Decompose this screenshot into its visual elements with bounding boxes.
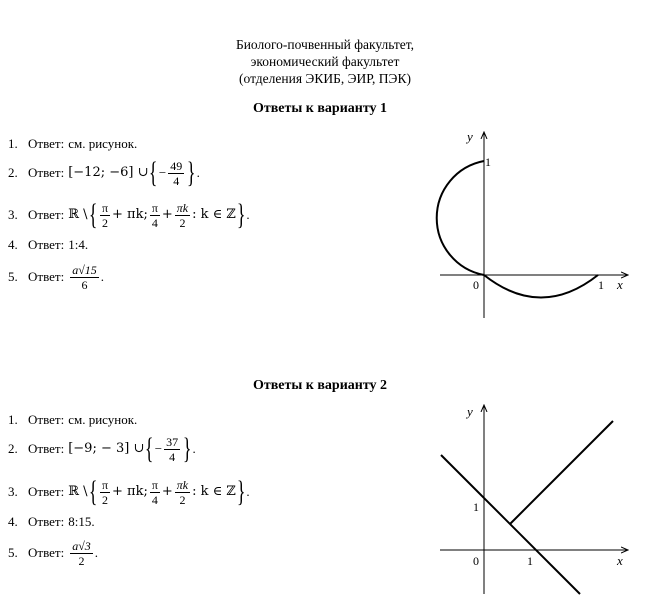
answer-number: 3. bbox=[8, 484, 18, 499]
answer-number: 2. bbox=[8, 441, 18, 456]
right-brace: } bbox=[182, 432, 192, 465]
v1-answer-2 bbox=[8, 156, 200, 190]
answer-label: Ответ: bbox=[28, 237, 65, 252]
fraction-numerator: π bbox=[151, 200, 158, 215]
ascending-ray bbox=[510, 421, 613, 524]
fraction bbox=[150, 201, 160, 230]
fraction bbox=[175, 201, 190, 230]
set-reals-minus: ℝ \ bbox=[68, 207, 88, 222]
answer-number: 1. bbox=[8, 136, 18, 151]
fraction-denominator: 4 bbox=[169, 449, 176, 464]
x-axis-label: x bbox=[617, 553, 623, 568]
right-brace: } bbox=[236, 475, 246, 508]
left-brace: { bbox=[88, 475, 98, 508]
answer-text: 1:4. bbox=[68, 237, 89, 252]
v1-answer-1 bbox=[8, 136, 137, 152]
origin-label: 0 bbox=[473, 554, 479, 568]
answer-number: 5. bbox=[8, 545, 18, 560]
fraction-numerator: πk bbox=[176, 477, 189, 492]
answer-text: см. рисунок. bbox=[68, 136, 138, 151]
variant-2-graph bbox=[430, 400, 640, 604]
answer-end: . bbox=[246, 207, 250, 222]
fraction bbox=[100, 201, 110, 230]
fraction-numerator: 49 bbox=[170, 158, 183, 173]
answer-number: 1. bbox=[8, 412, 18, 427]
answer-number: 2. bbox=[8, 165, 18, 180]
answer-interval: [−12; −6] ∪ bbox=[68, 165, 149, 180]
fraction-numerator: π bbox=[101, 477, 108, 492]
variant-2-title: Ответы к варианту 2 bbox=[252, 378, 388, 393]
fraction-sign: − bbox=[158, 165, 167, 180]
x-tick-label: 1 bbox=[598, 278, 604, 292]
left-brace: { bbox=[88, 198, 98, 231]
answer-label: Ответ: bbox=[28, 484, 65, 499]
answer-label: Ответ: bbox=[28, 207, 65, 222]
answer-label: Ответ: bbox=[28, 165, 65, 180]
y-axis-label: y bbox=[467, 404, 473, 419]
header-line-3: (отделения ЭКИБ, ЭИР, ПЭК) bbox=[239, 71, 411, 86]
answer-label: Ответ: bbox=[28, 545, 65, 560]
v2-answer-1 bbox=[8, 412, 137, 428]
fraction bbox=[168, 159, 184, 188]
fraction bbox=[70, 263, 99, 292]
set-condition: : k ∈ ℤ bbox=[192, 207, 236, 222]
answer-interval: [−9; − 3] ∪ bbox=[68, 441, 145, 456]
answer-label: Ответ: bbox=[28, 269, 65, 284]
fraction-denominator: 2 bbox=[101, 215, 108, 230]
variant-1-title: Ответы к варианту 1 bbox=[252, 101, 388, 116]
right-brace: } bbox=[236, 198, 246, 231]
fraction-denominator: 2 bbox=[78, 553, 85, 568]
document-header bbox=[0, 36, 650, 87]
v1-answer-5 bbox=[8, 259, 104, 295]
answer-label: Ответ: bbox=[28, 441, 65, 456]
v2-answer-4 bbox=[8, 514, 95, 530]
origin-label: 0 bbox=[473, 278, 479, 292]
header-line-2: экономический факультет bbox=[250, 54, 400, 69]
x-tick-label: 1 bbox=[527, 554, 533, 568]
answer-label: Ответ: bbox=[28, 412, 65, 427]
fraction-sign: − bbox=[154, 441, 163, 456]
v2-answer-5 bbox=[8, 535, 98, 571]
y-axis-label: y bbox=[467, 129, 473, 144]
left-brace: { bbox=[149, 156, 159, 189]
v1-answer-4 bbox=[8, 237, 88, 253]
answer-end: . bbox=[94, 545, 99, 560]
right-brace: } bbox=[187, 156, 196, 189]
answer-text: см. рисунок. bbox=[68, 412, 138, 427]
fraction-denominator: 2 bbox=[101, 492, 108, 507]
left-brace: { bbox=[145, 432, 154, 465]
fraction-denominator: 2 bbox=[179, 492, 186, 507]
fraction-denominator: 2 bbox=[179, 215, 186, 230]
fraction-numerator: π bbox=[101, 200, 108, 215]
answer-label: Ответ: bbox=[28, 514, 65, 529]
answer-text: 8:15. bbox=[68, 514, 95, 529]
fraction-denominator: 4 bbox=[151, 215, 158, 230]
fraction-denominator: 4 bbox=[173, 173, 180, 188]
fraction-numerator: a√3 bbox=[72, 538, 91, 553]
answer-number: 4. bbox=[8, 237, 18, 252]
answer-number: 5. bbox=[8, 269, 18, 284]
x-axis-label: x bbox=[617, 277, 623, 292]
v2-answer-2 bbox=[8, 432, 196, 466]
fraction bbox=[100, 478, 110, 507]
fraction bbox=[175, 478, 190, 507]
y-tick-label: 1 bbox=[473, 500, 479, 514]
term-rest: + πk; bbox=[112, 484, 148, 499]
fraction-numerator: π bbox=[151, 477, 158, 492]
fraction-numerator: 37 bbox=[166, 434, 179, 449]
v2-answer-3 bbox=[8, 475, 250, 509]
y-tick-label: 1 bbox=[485, 155, 491, 169]
fraction bbox=[164, 435, 180, 464]
header-line-1: Биолого-почвенный факультет, bbox=[235, 37, 415, 52]
fraction-denominator: 6 bbox=[81, 277, 88, 292]
variant-1-graph bbox=[430, 125, 640, 325]
curve-left-semicircle bbox=[437, 161, 484, 275]
fraction bbox=[70, 539, 93, 568]
plus-sign: + bbox=[161, 484, 173, 499]
set-condition: : k ∈ ℤ bbox=[192, 484, 236, 499]
answer-label: Ответ: bbox=[28, 136, 65, 151]
term-rest: + πk; bbox=[112, 207, 148, 222]
answer-end: . bbox=[100, 269, 105, 284]
fraction-denominator: 4 bbox=[151, 492, 158, 507]
answer-end: . bbox=[192, 441, 196, 456]
fraction bbox=[150, 478, 160, 507]
plus-sign: + bbox=[161, 207, 173, 222]
fraction-numerator: a√15 bbox=[72, 262, 97, 277]
answer-number: 4. bbox=[8, 514, 18, 529]
set-reals-minus: ℝ \ bbox=[68, 484, 88, 499]
answer-end: . bbox=[246, 484, 250, 499]
curve-lower-arc bbox=[484, 275, 598, 298]
answer-end: . bbox=[196, 165, 200, 180]
fraction-numerator: πk bbox=[176, 200, 189, 215]
answer-number: 3. bbox=[8, 207, 18, 222]
v1-answer-3 bbox=[8, 198, 250, 232]
